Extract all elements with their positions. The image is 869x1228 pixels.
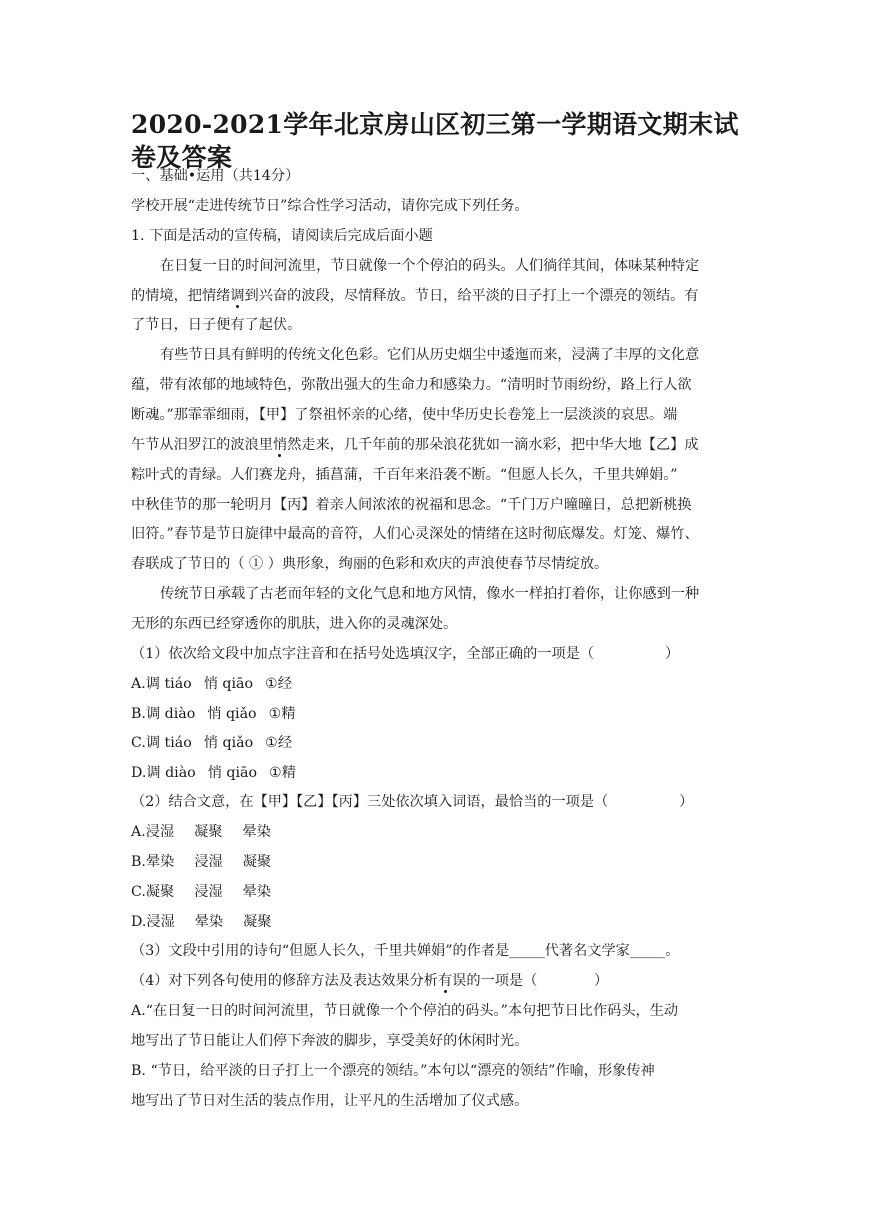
passage-line: 蕴，带有浓郁的地域特色，弥散出强大的生命力和感染力。“清明时节雨纷纷，路上行人欲 <box>131 377 692 393</box>
document-title: 2020-2021学年北京房山区初三第一学期语文期末试卷及答案 <box>131 110 739 172</box>
passage-line: 无形的东西已经穿透你的肌肤，进入你的灵魂深处。 <box>131 616 458 632</box>
option-b: B.调 diào 悄 qiǎo ①精 <box>131 706 296 722</box>
option-b: B.晕染 浸湿 凝聚 <box>131 854 272 870</box>
option-d: D.浸湿 晕染 凝聚 <box>131 914 272 930</box>
option-c: C.凝聚 浸湿 晕染 <box>131 884 272 900</box>
passage-line: 在日复一日的时间河流里，节日就像一个个停泊的码头。人们徜徉其间，体味某种特定 <box>160 258 700 274</box>
passage-line: 粽叶式的青绿。人们赛龙舟，插菖蒲，千百年来沿袭不断。“但愿人长久，千里共婵娟。” <box>131 467 678 483</box>
question-1-3-stem: （3）文段中引用的诗句“但愿人长久，千里共婵娟”的作者是_____代著名文学家_____。 <box>131 943 680 959</box>
dotted-character: 悄 <box>272 437 288 453</box>
dotted-character: 调 <box>230 288 245 304</box>
option-b: B. “节日，给平淡的日子打上一个漂亮的领结。”本句以“漂亮的领结”作喻，形象传神 <box>131 1063 655 1079</box>
option-a-continued: 地写出了节日能让人们停下奔波的脚步，享受美好的休闲时光。 <box>131 1033 529 1049</box>
dotted-character: 有 <box>437 973 453 989</box>
passage-line: 春联成了节日的（ ① ）典形象，绚丽的色彩和欢庆的声浪使春节尽情绽放。 <box>131 556 609 572</box>
passage-line: 断魂。”那霏霏细雨，【甲】了祭祖怀亲的心绪，使中华历史长卷笼上一层淡淡的哀思。端 <box>131 407 678 423</box>
option-c: C.调 tiáo 悄 qiǎo ①经 <box>131 735 293 751</box>
passage-line: 有些节日具有鲜明的传统文化色彩。它们从历史烟尘中逶迤而来，浸满了丰厚的文化意 <box>160 347 700 363</box>
option-d: D.调 diào 悄 qiāo ①精 <box>131 765 296 781</box>
option-a: A.浸湿 凝聚 晕染 <box>131 824 271 840</box>
intro-text: 学校开展“走进传统节日”综合性学习活动，请你完成下列任务。 <box>131 198 529 214</box>
question-1-2-stem: （2）结合文意，在【甲】【乙】【丙】三处依次填入词语，最恰当的一项是（ ） <box>131 794 694 810</box>
passage-line: 旧符。”春节是节日旋律中最高的音符，人们心灵深处的情绪在这时彻底爆发。灯笼、爆竹、 <box>131 526 699 542</box>
passage-line: 的情境，把情绪调到兴奋的波段，尽情释放。节日，给平淡的日子打上一个漂亮的领结。有 <box>131 288 699 304</box>
option-a: A.调 tiáo 悄 qiāo ①经 <box>131 676 292 692</box>
question-1-stem: 1. 下面是活动的宣传稿，请阅读后完成后面小题 <box>131 228 433 244</box>
option-b-continued: 地写出了节日对生活的装点作用，让平凡的生活增加了仪式感。 <box>131 1093 529 1109</box>
passage-line: 了节日，日子便有了起伏。 <box>131 317 302 333</box>
question-1-1-stem: （1）依次给文段中加点字注音和在括号处选填汉字，全部正确的一项是（ ） <box>131 646 680 662</box>
passage-line: 传统节日承载了古老而年轻的文化气息和地方风情，像水一样拍打着你，让你感到一种 <box>160 586 700 602</box>
passage-line: 中秋佳节的那一轮明月【丙】着亲人间浓浓的祝福和思念。“千门万户曈曈日，总把新桃换 <box>131 497 692 513</box>
option-a: A.“在日复一日的时间河流里，节日就像一个个停泊的码头。”本句把节日比作码头，生动 <box>131 1003 679 1019</box>
passage-line: 午节从汨罗江的波浪里悄然走来，几千年前的那朵浪花犹如一滴水彩，把中华大地【乙】成 <box>131 437 699 453</box>
question-1-4-stem: （4）对下列各句使用的修辞方法及表达效果分析有误的一项是（ ） <box>131 973 609 989</box>
section-heading: 一、基础•运用（共14分） <box>131 168 300 184</box>
